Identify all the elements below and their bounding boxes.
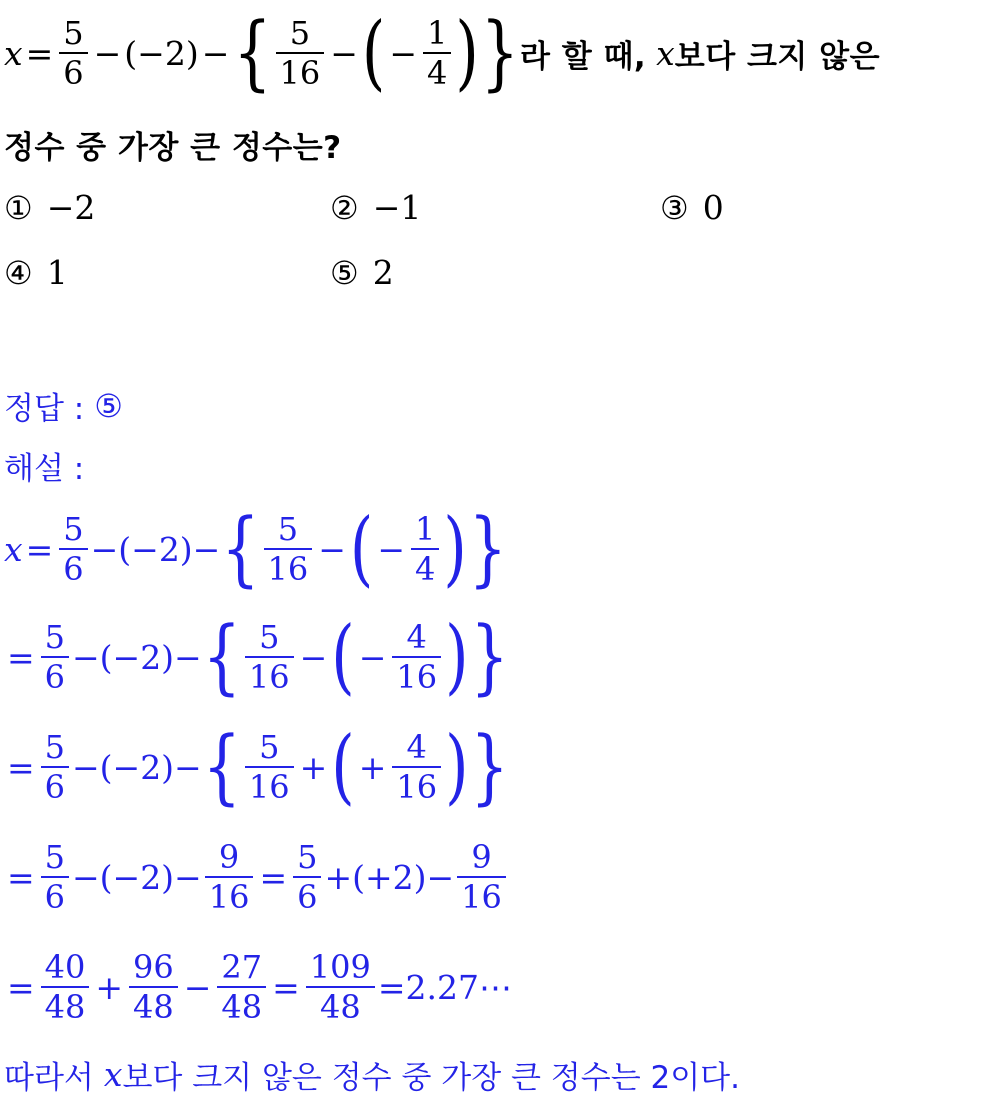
explanation-label-line bbox=[4, 443, 84, 488]
operator: − bbox=[318, 529, 346, 569]
choice-value: 1 bbox=[46, 253, 68, 292]
paren-close: ) bbox=[445, 719, 469, 815]
step-4 bbox=[4, 834, 509, 920]
fraction: $\frac{5}{6}$ bbox=[41, 838, 69, 916]
equals: = bbox=[259, 857, 288, 897]
step-2 bbox=[4, 609, 510, 705]
equals: = bbox=[25, 529, 54, 569]
minus: − bbox=[330, 33, 358, 73]
choice-marker: ① bbox=[4, 188, 33, 227]
choice-4[interactable] bbox=[4, 253, 68, 292]
step-3 bbox=[4, 719, 510, 815]
paren: ( bbox=[124, 33, 138, 73]
fraction: $\frac{109}{48}$ bbox=[306, 948, 375, 1026]
equals: = bbox=[7, 637, 35, 677]
paren: ) bbox=[185, 33, 199, 73]
fraction: $\frac{4}{16}$ bbox=[392, 618, 441, 696]
conclusion-text: 따라서 bbox=[4, 1060, 94, 1096]
paren-open: ( bbox=[331, 719, 355, 815]
fraction: $\frac{40}{48}$ bbox=[41, 948, 90, 1026]
expr-part: +(+2)− bbox=[324, 857, 455, 897]
fraction: $\frac{5}{16}$ bbox=[245, 618, 294, 696]
fraction: $\frac{1}{4}$ bbox=[423, 14, 451, 92]
fraction: $\frac{5}{6}$ bbox=[59, 14, 87, 92]
expr-part: −(−2)− bbox=[72, 857, 202, 897]
expr-part: −(−2)− bbox=[72, 747, 202, 787]
fraction: $\frac{27}{48}$ bbox=[217, 948, 266, 1026]
explanation-label: 해설 : bbox=[4, 451, 85, 487]
brace-open: { bbox=[233, 5, 272, 101]
choice-value: −2 bbox=[46, 188, 96, 227]
choice-marker: ② bbox=[330, 188, 359, 227]
step-5 bbox=[4, 944, 512, 1030]
fraction: $\frac{4}{16}$ bbox=[392, 728, 441, 806]
choice-marker: ⑤ bbox=[330, 253, 359, 292]
paren-close: ) bbox=[445, 609, 469, 705]
minus: − bbox=[93, 33, 122, 73]
choice-3[interactable] bbox=[660, 188, 724, 227]
conclusion-line bbox=[4, 1052, 740, 1097]
neg-two: −2 bbox=[137, 33, 186, 73]
var-x: x bbox=[4, 33, 23, 73]
choice-1[interactable] bbox=[4, 188, 95, 227]
paren-close: ) bbox=[455, 5, 479, 101]
problem-line-2 bbox=[4, 122, 342, 167]
fraction: $\frac{5}{16}$ bbox=[276, 14, 325, 92]
equals: = bbox=[25, 33, 54, 73]
answer-line bbox=[4, 383, 137, 428]
fraction: $\frac{5}{6}$ bbox=[293, 838, 321, 916]
brace-close: } bbox=[470, 609, 509, 705]
var-x: x bbox=[4, 529, 23, 569]
equals: = bbox=[7, 967, 35, 1007]
fraction: $\frac{5}{6}$ bbox=[59, 510, 87, 588]
choice-5[interactable] bbox=[330, 253, 394, 292]
paren-open: ( bbox=[349, 501, 374, 597]
fraction: $\frac{5}{16}$ bbox=[264, 510, 313, 588]
equals: = bbox=[7, 857, 35, 897]
brace-open: { bbox=[202, 609, 241, 705]
problem-text: 보다 크지 않은 bbox=[674, 38, 881, 75]
brace-close: } bbox=[468, 501, 507, 597]
equals: = bbox=[7, 747, 35, 787]
expr-part: −(−2)− bbox=[90, 529, 221, 569]
result: =2.27⋯ bbox=[377, 967, 512, 1007]
paren-open: ( bbox=[331, 609, 355, 705]
choice-value: 0 bbox=[702, 188, 724, 227]
choice-marker: ③ bbox=[660, 188, 689, 227]
plus: + bbox=[95, 967, 124, 1007]
choice-value: −1 bbox=[372, 188, 422, 227]
operator: − bbox=[299, 637, 328, 677]
fraction: $\frac{5}{6}$ bbox=[41, 728, 69, 806]
sign: + bbox=[358, 747, 387, 787]
expr-part: −(−2)− bbox=[72, 637, 202, 677]
paren-open: ( bbox=[361, 5, 386, 101]
minus: − bbox=[183, 967, 212, 1007]
fraction: $\frac{9}{16}$ bbox=[457, 838, 506, 916]
problem-line-1 bbox=[4, 5, 881, 101]
fraction: $\frac{5}{6}$ bbox=[41, 618, 69, 696]
choice-value: 2 bbox=[372, 253, 394, 292]
fraction: $\frac{5}{16}$ bbox=[245, 728, 294, 806]
step-1 bbox=[4, 501, 508, 597]
fraction: $\frac{1}{4}$ bbox=[411, 510, 439, 588]
conclusion-text: 보다 크지 않은 정수 중 가장 큰 정수는 2이다. bbox=[122, 1060, 740, 1096]
problem-question: 정수 중 가장 큰 정수는? bbox=[4, 130, 342, 166]
brace-close: } bbox=[470, 719, 509, 815]
brace-close: } bbox=[480, 5, 519, 101]
brace-open: { bbox=[202, 719, 241, 815]
paren-close: ) bbox=[443, 501, 467, 597]
sign: − bbox=[358, 637, 387, 677]
choice-2[interactable] bbox=[330, 188, 421, 227]
var-x: x bbox=[656, 33, 675, 73]
var-x: x bbox=[103, 1055, 123, 1094]
operator: + bbox=[299, 747, 328, 787]
answer-value: ⑤ bbox=[94, 386, 123, 425]
brace-open: { bbox=[221, 501, 260, 597]
minus: − bbox=[201, 33, 230, 73]
answer-label: 정답 : bbox=[4, 391, 85, 427]
equals: = bbox=[272, 967, 300, 1007]
fraction: $\frac{96}{48}$ bbox=[129, 948, 178, 1026]
fraction: $\frac{9}{16}$ bbox=[205, 838, 254, 916]
choice-marker: ④ bbox=[4, 253, 33, 292]
sign: − bbox=[377, 529, 405, 569]
neg-sign: − bbox=[389, 33, 417, 73]
problem-text: 라 할 때, bbox=[519, 38, 647, 75]
